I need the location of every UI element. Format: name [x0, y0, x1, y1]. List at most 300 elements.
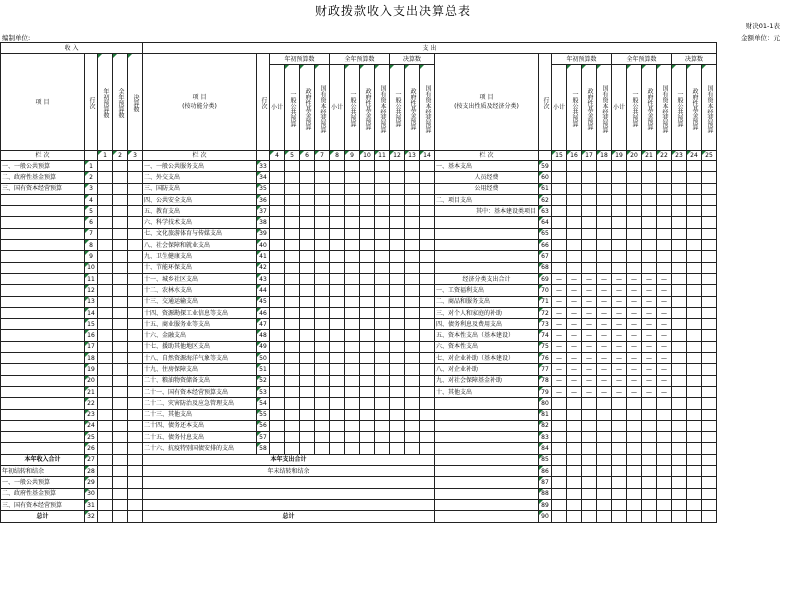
econ-value-cell[interactable]: [552, 420, 567, 431]
func-value-cell[interactable]: [315, 307, 330, 318]
func-value-cell[interactable]: [405, 183, 420, 194]
func-value-cell[interactable]: [375, 251, 390, 262]
footer-expense-cell[interactable]: [582, 454, 597, 465]
func-value-cell[interactable]: [375, 240, 390, 251]
func-value-cell[interactable]: [420, 285, 435, 296]
econ-value-cell[interactable]: [687, 341, 702, 352]
income-value-cell[interactable]: [128, 262, 143, 273]
econ-value-cell[interactable]: [567, 194, 582, 205]
func-value-cell[interactable]: [345, 375, 360, 386]
econ-value-cell[interactable]: [612, 432, 627, 443]
func-value-cell[interactable]: [315, 262, 330, 273]
income-value-cell[interactable]: [128, 330, 143, 341]
econ-value-cell[interactable]: [567, 409, 582, 420]
econ-value-cell[interactable]: [627, 240, 642, 251]
econ-value-cell[interactable]: [627, 443, 642, 454]
footer-income-cell[interactable]: [113, 511, 128, 522]
footer-expense-cell[interactable]: [597, 477, 612, 488]
func-value-cell[interactable]: [330, 307, 345, 318]
func-value-cell[interactable]: [405, 172, 420, 183]
econ-value-cell[interactable]: [672, 194, 687, 205]
econ-value-cell[interactable]: [597, 443, 612, 454]
func-value-cell[interactable]: [315, 375, 330, 386]
econ-value-cell[interactable]: [657, 420, 672, 431]
econ-value-cell[interactable]: [672, 420, 687, 431]
econ-value-cell[interactable]: [567, 443, 582, 454]
func-value-cell[interactable]: [390, 353, 405, 364]
econ-value-cell[interactable]: [567, 228, 582, 239]
func-value-cell[interactable]: [375, 296, 390, 307]
func-value-cell[interactable]: [315, 217, 330, 228]
func-value-cell[interactable]: [285, 273, 300, 284]
func-value-cell[interactable]: [315, 409, 330, 420]
func-value-cell[interactable]: [375, 443, 390, 454]
func-value-cell[interactable]: [285, 330, 300, 341]
econ-value-cell[interactable]: [582, 409, 597, 420]
econ-value-cell[interactable]: [627, 172, 642, 183]
func-value-cell[interactable]: [270, 206, 285, 217]
func-value-cell[interactable]: [300, 217, 315, 228]
econ-value-cell[interactable]: [627, 432, 642, 443]
econ-value-cell[interactable]: [552, 240, 567, 251]
footer-expense-cell[interactable]: [627, 499, 642, 510]
func-value-cell[interactable]: [390, 161, 405, 172]
econ-value-cell[interactable]: [672, 443, 687, 454]
econ-value-cell[interactable]: [552, 183, 567, 194]
func-value-cell[interactable]: [405, 228, 420, 239]
econ-value-cell[interactable]: [687, 194, 702, 205]
econ-value-cell[interactable]: [597, 262, 612, 273]
econ-value-cell[interactable]: [672, 386, 687, 397]
econ-value-cell[interactable]: [642, 194, 657, 205]
func-value-cell[interactable]: [405, 307, 420, 318]
func-value-cell[interactable]: [405, 240, 420, 251]
econ-value-cell[interactable]: [672, 353, 687, 364]
func-value-cell[interactable]: [270, 262, 285, 273]
income-value-cell[interactable]: [113, 307, 128, 318]
func-value-cell[interactable]: [360, 240, 375, 251]
econ-value-cell[interactable]: [582, 194, 597, 205]
income-value-cell[interactable]: [128, 251, 143, 262]
func-value-cell[interactable]: [390, 228, 405, 239]
econ-value-cell[interactable]: [642, 262, 657, 273]
econ-value-cell[interactable]: [687, 262, 702, 273]
func-value-cell[interactable]: [360, 353, 375, 364]
econ-value-cell[interactable]: [687, 183, 702, 194]
econ-value-cell[interactable]: [642, 228, 657, 239]
econ-value-cell[interactable]: [642, 432, 657, 443]
footer-expense-cell[interactable]: [597, 499, 612, 510]
footer-expense-cell[interactable]: [552, 466, 567, 477]
func-value-cell[interactable]: [300, 206, 315, 217]
func-value-cell[interactable]: [375, 262, 390, 273]
income-value-cell[interactable]: [128, 240, 143, 251]
income-value-cell[interactable]: [128, 341, 143, 352]
func-value-cell[interactable]: [300, 409, 315, 420]
econ-value-cell[interactable]: [702, 319, 717, 330]
econ-value-cell[interactable]: [552, 161, 567, 172]
func-value-cell[interactable]: [360, 420, 375, 431]
func-value-cell[interactable]: [315, 194, 330, 205]
func-value-cell[interactable]: [345, 273, 360, 284]
func-value-cell[interactable]: [390, 319, 405, 330]
income-value-cell[interactable]: [113, 217, 128, 228]
func-value-cell[interactable]: [270, 420, 285, 431]
econ-value-cell[interactable]: [582, 420, 597, 431]
func-value-cell[interactable]: [270, 161, 285, 172]
func-value-cell[interactable]: [390, 194, 405, 205]
footer-expense-cell[interactable]: [612, 499, 627, 510]
func-value-cell[interactable]: [390, 307, 405, 318]
econ-value-cell[interactable]: [612, 183, 627, 194]
footer-expense-cell[interactable]: [702, 499, 717, 510]
func-value-cell[interactable]: [270, 398, 285, 409]
func-value-cell[interactable]: [285, 364, 300, 375]
income-value-cell[interactable]: [98, 262, 113, 273]
footer-expense-cell[interactable]: [567, 499, 582, 510]
econ-value-cell[interactable]: [642, 420, 657, 431]
econ-value-cell[interactable]: [687, 161, 702, 172]
econ-value-cell[interactable]: [672, 319, 687, 330]
footer-expense-cell[interactable]: [657, 477, 672, 488]
func-value-cell[interactable]: [405, 206, 420, 217]
func-value-cell[interactable]: [375, 319, 390, 330]
footer-income-cell[interactable]: [113, 466, 128, 477]
func-value-cell[interactable]: [360, 285, 375, 296]
econ-value-cell[interactable]: [657, 240, 672, 251]
footer-expense-cell[interactable]: [672, 511, 687, 522]
footer-expense-cell[interactable]: [552, 511, 567, 522]
income-value-cell[interactable]: [113, 409, 128, 420]
econ-value-cell[interactable]: [642, 161, 657, 172]
income-value-cell[interactable]: [98, 161, 113, 172]
econ-value-cell[interactable]: [597, 161, 612, 172]
func-value-cell[interactable]: [360, 251, 375, 262]
func-value-cell[interactable]: [270, 330, 285, 341]
econ-value-cell[interactable]: [672, 240, 687, 251]
func-value-cell[interactable]: [315, 432, 330, 443]
econ-value-cell[interactable]: [582, 183, 597, 194]
func-value-cell[interactable]: [330, 172, 345, 183]
func-value-cell[interactable]: [345, 364, 360, 375]
func-value-cell[interactable]: [285, 432, 300, 443]
income-value-cell[interactable]: [128, 172, 143, 183]
func-value-cell[interactable]: [330, 364, 345, 375]
econ-value-cell[interactable]: [687, 375, 702, 386]
func-value-cell[interactable]: [345, 194, 360, 205]
econ-value-cell[interactable]: [627, 206, 642, 217]
econ-value-cell[interactable]: [612, 217, 627, 228]
func-value-cell[interactable]: [330, 409, 345, 420]
footer-expense-cell[interactable]: [597, 454, 612, 465]
econ-value-cell[interactable]: [687, 353, 702, 364]
func-value-cell[interactable]: [285, 409, 300, 420]
footer-expense-cell[interactable]: [582, 466, 597, 477]
econ-value-cell[interactable]: [597, 432, 612, 443]
econ-value-cell[interactable]: [687, 296, 702, 307]
func-value-cell[interactable]: [360, 319, 375, 330]
footer-expense-cell[interactable]: [702, 511, 717, 522]
func-value-cell[interactable]: [330, 353, 345, 364]
footer-expense-cell[interactable]: [687, 477, 702, 488]
footer-expense-cell[interactable]: [672, 454, 687, 465]
econ-value-cell[interactable]: [657, 172, 672, 183]
income-value-cell[interactable]: [128, 364, 143, 375]
func-value-cell[interactable]: [375, 161, 390, 172]
income-value-cell[interactable]: [113, 398, 128, 409]
func-value-cell[interactable]: [315, 273, 330, 284]
func-value-cell[interactable]: [345, 251, 360, 262]
footer-expense-cell[interactable]: [612, 488, 627, 499]
econ-value-cell[interactable]: [552, 432, 567, 443]
func-value-cell[interactable]: [345, 432, 360, 443]
econ-value-cell[interactable]: [687, 386, 702, 397]
footer-expense-cell[interactable]: [627, 511, 642, 522]
econ-value-cell[interactable]: [687, 172, 702, 183]
func-value-cell[interactable]: [345, 330, 360, 341]
func-value-cell[interactable]: [375, 398, 390, 409]
func-value-cell[interactable]: [270, 353, 285, 364]
econ-value-cell[interactable]: [672, 296, 687, 307]
func-value-cell[interactable]: [270, 443, 285, 454]
func-value-cell[interactable]: [330, 375, 345, 386]
econ-value-cell[interactable]: [597, 194, 612, 205]
econ-value-cell[interactable]: [657, 194, 672, 205]
income-value-cell[interactable]: [98, 217, 113, 228]
econ-value-cell[interactable]: [702, 443, 717, 454]
func-value-cell[interactable]: [300, 228, 315, 239]
func-value-cell[interactable]: [375, 364, 390, 375]
footer-expense-cell[interactable]: [642, 477, 657, 488]
func-value-cell[interactable]: [270, 240, 285, 251]
func-value-cell[interactable]: [285, 353, 300, 364]
income-value-cell[interactable]: [128, 206, 143, 217]
func-value-cell[interactable]: [390, 206, 405, 217]
income-value-cell[interactable]: [128, 398, 143, 409]
econ-value-cell[interactable]: [597, 183, 612, 194]
func-value-cell[interactable]: [375, 409, 390, 420]
econ-value-cell[interactable]: [702, 307, 717, 318]
footer-expense-cell[interactable]: [702, 466, 717, 477]
func-value-cell[interactable]: [270, 172, 285, 183]
econ-value-cell[interactable]: [702, 273, 717, 284]
income-value-cell[interactable]: [98, 443, 113, 454]
func-value-cell[interactable]: [390, 262, 405, 273]
func-value-cell[interactable]: [270, 296, 285, 307]
func-value-cell[interactable]: [330, 341, 345, 352]
econ-value-cell[interactable]: [612, 161, 627, 172]
func-value-cell[interactable]: [375, 285, 390, 296]
econ-value-cell[interactable]: [627, 217, 642, 228]
func-value-cell[interactable]: [300, 420, 315, 431]
econ-value-cell[interactable]: [567, 398, 582, 409]
econ-value-cell[interactable]: [687, 228, 702, 239]
income-value-cell[interactable]: [128, 273, 143, 284]
income-value-cell[interactable]: [128, 386, 143, 397]
footer-income-cell[interactable]: [98, 466, 113, 477]
econ-value-cell[interactable]: [612, 194, 627, 205]
func-value-cell[interactable]: [375, 330, 390, 341]
func-value-cell[interactable]: [315, 161, 330, 172]
income-value-cell[interactable]: [128, 183, 143, 194]
func-value-cell[interactable]: [330, 319, 345, 330]
econ-value-cell[interactable]: [687, 285, 702, 296]
income-value-cell[interactable]: [128, 353, 143, 364]
income-value-cell[interactable]: [113, 240, 128, 251]
footer-expense-cell[interactable]: [627, 466, 642, 477]
func-value-cell[interactable]: [315, 319, 330, 330]
func-value-cell[interactable]: [285, 285, 300, 296]
income-value-cell[interactable]: [113, 194, 128, 205]
econ-value-cell[interactable]: [672, 206, 687, 217]
econ-value-cell[interactable]: [687, 443, 702, 454]
income-value-cell[interactable]: [98, 432, 113, 443]
func-value-cell[interactable]: [360, 194, 375, 205]
econ-value-cell[interactable]: [702, 386, 717, 397]
econ-value-cell[interactable]: [657, 432, 672, 443]
econ-value-cell[interactable]: [702, 364, 717, 375]
footer-expense-cell[interactable]: [702, 477, 717, 488]
econ-value-cell[interactable]: [657, 228, 672, 239]
footer-income-cell[interactable]: [128, 488, 143, 499]
econ-value-cell[interactable]: [567, 183, 582, 194]
func-value-cell[interactable]: [390, 273, 405, 284]
income-value-cell[interactable]: [98, 364, 113, 375]
func-value-cell[interactable]: [300, 319, 315, 330]
footer-income-cell[interactable]: [98, 477, 113, 488]
func-value-cell[interactable]: [360, 364, 375, 375]
income-value-cell[interactable]: [113, 319, 128, 330]
footer-expense-cell[interactable]: [642, 488, 657, 499]
income-value-cell[interactable]: [113, 296, 128, 307]
func-value-cell[interactable]: [285, 375, 300, 386]
func-value-cell[interactable]: [330, 386, 345, 397]
func-value-cell[interactable]: [300, 273, 315, 284]
income-value-cell[interactable]: [98, 307, 113, 318]
func-value-cell[interactable]: [270, 386, 285, 397]
func-value-cell[interactable]: [285, 183, 300, 194]
econ-value-cell[interactable]: [642, 443, 657, 454]
income-value-cell[interactable]: [98, 194, 113, 205]
econ-value-cell[interactable]: [582, 161, 597, 172]
func-value-cell[interactable]: [390, 285, 405, 296]
footer-expense-cell[interactable]: [657, 511, 672, 522]
func-value-cell[interactable]: [420, 183, 435, 194]
econ-value-cell[interactable]: [672, 161, 687, 172]
income-value-cell[interactable]: [98, 409, 113, 420]
func-value-cell[interactable]: [345, 386, 360, 397]
func-value-cell[interactable]: [315, 296, 330, 307]
econ-value-cell[interactable]: [567, 251, 582, 262]
func-value-cell[interactable]: [315, 364, 330, 375]
econ-value-cell[interactable]: [612, 398, 627, 409]
footer-expense-cell[interactable]: [597, 466, 612, 477]
footer-expense-cell[interactable]: [627, 454, 642, 465]
func-value-cell[interactable]: [360, 398, 375, 409]
func-value-cell[interactable]: [360, 386, 375, 397]
econ-value-cell[interactable]: [582, 251, 597, 262]
func-value-cell[interactable]: [330, 296, 345, 307]
func-value-cell[interactable]: [420, 307, 435, 318]
footer-expense-cell[interactable]: [567, 454, 582, 465]
econ-value-cell[interactable]: [612, 443, 627, 454]
func-value-cell[interactable]: [330, 161, 345, 172]
income-value-cell[interactable]: [128, 194, 143, 205]
econ-value-cell[interactable]: [702, 420, 717, 431]
econ-value-cell[interactable]: [672, 409, 687, 420]
footer-income-cell[interactable]: [113, 477, 128, 488]
footer-expense-cell[interactable]: [657, 488, 672, 499]
footer-income-cell[interactable]: [128, 454, 143, 465]
income-value-cell[interactable]: [98, 251, 113, 262]
income-value-cell[interactable]: [98, 353, 113, 364]
econ-value-cell[interactable]: [672, 217, 687, 228]
income-value-cell[interactable]: [113, 386, 128, 397]
func-value-cell[interactable]: [405, 330, 420, 341]
econ-value-cell[interactable]: [702, 183, 717, 194]
footer-expense-cell[interactable]: [702, 454, 717, 465]
econ-value-cell[interactable]: [627, 409, 642, 420]
econ-value-cell[interactable]: [597, 420, 612, 431]
econ-value-cell[interactable]: [567, 262, 582, 273]
econ-value-cell[interactable]: [702, 194, 717, 205]
footer-income-cell[interactable]: [98, 499, 113, 510]
func-value-cell[interactable]: [285, 386, 300, 397]
econ-value-cell[interactable]: [657, 217, 672, 228]
func-value-cell[interactable]: [300, 183, 315, 194]
econ-value-cell[interactable]: [582, 398, 597, 409]
func-value-cell[interactable]: [390, 409, 405, 420]
econ-value-cell[interactable]: [702, 262, 717, 273]
econ-value-cell[interactable]: [687, 319, 702, 330]
func-value-cell[interactable]: [300, 172, 315, 183]
func-value-cell[interactable]: [330, 432, 345, 443]
func-value-cell[interactable]: [360, 228, 375, 239]
econ-value-cell[interactable]: [597, 409, 612, 420]
income-value-cell[interactable]: [113, 161, 128, 172]
func-value-cell[interactable]: [420, 432, 435, 443]
econ-value-cell[interactable]: [687, 330, 702, 341]
footer-income-cell[interactable]: [128, 511, 143, 522]
income-value-cell[interactable]: [113, 183, 128, 194]
func-value-cell[interactable]: [345, 307, 360, 318]
footer-expense-cell[interactable]: [642, 454, 657, 465]
func-value-cell[interactable]: [375, 341, 390, 352]
func-value-cell[interactable]: [420, 217, 435, 228]
func-value-cell[interactable]: [375, 217, 390, 228]
func-value-cell[interactable]: [420, 341, 435, 352]
econ-value-cell[interactable]: [687, 420, 702, 431]
func-value-cell[interactable]: [390, 183, 405, 194]
econ-value-cell[interactable]: [702, 217, 717, 228]
func-value-cell[interactable]: [315, 443, 330, 454]
func-value-cell[interactable]: [405, 420, 420, 431]
func-value-cell[interactable]: [405, 251, 420, 262]
footer-expense-cell[interactable]: [582, 488, 597, 499]
func-value-cell[interactable]: [345, 443, 360, 454]
income-value-cell[interactable]: [98, 228, 113, 239]
func-value-cell[interactable]: [375, 353, 390, 364]
econ-value-cell[interactable]: [657, 206, 672, 217]
econ-value-cell[interactable]: [552, 409, 567, 420]
func-value-cell[interactable]: [285, 398, 300, 409]
income-value-cell[interactable]: [113, 172, 128, 183]
func-value-cell[interactable]: [330, 273, 345, 284]
econ-value-cell[interactable]: [672, 341, 687, 352]
func-value-cell[interactable]: [300, 341, 315, 352]
func-value-cell[interactable]: [300, 251, 315, 262]
footer-expense-cell[interactable]: [612, 477, 627, 488]
